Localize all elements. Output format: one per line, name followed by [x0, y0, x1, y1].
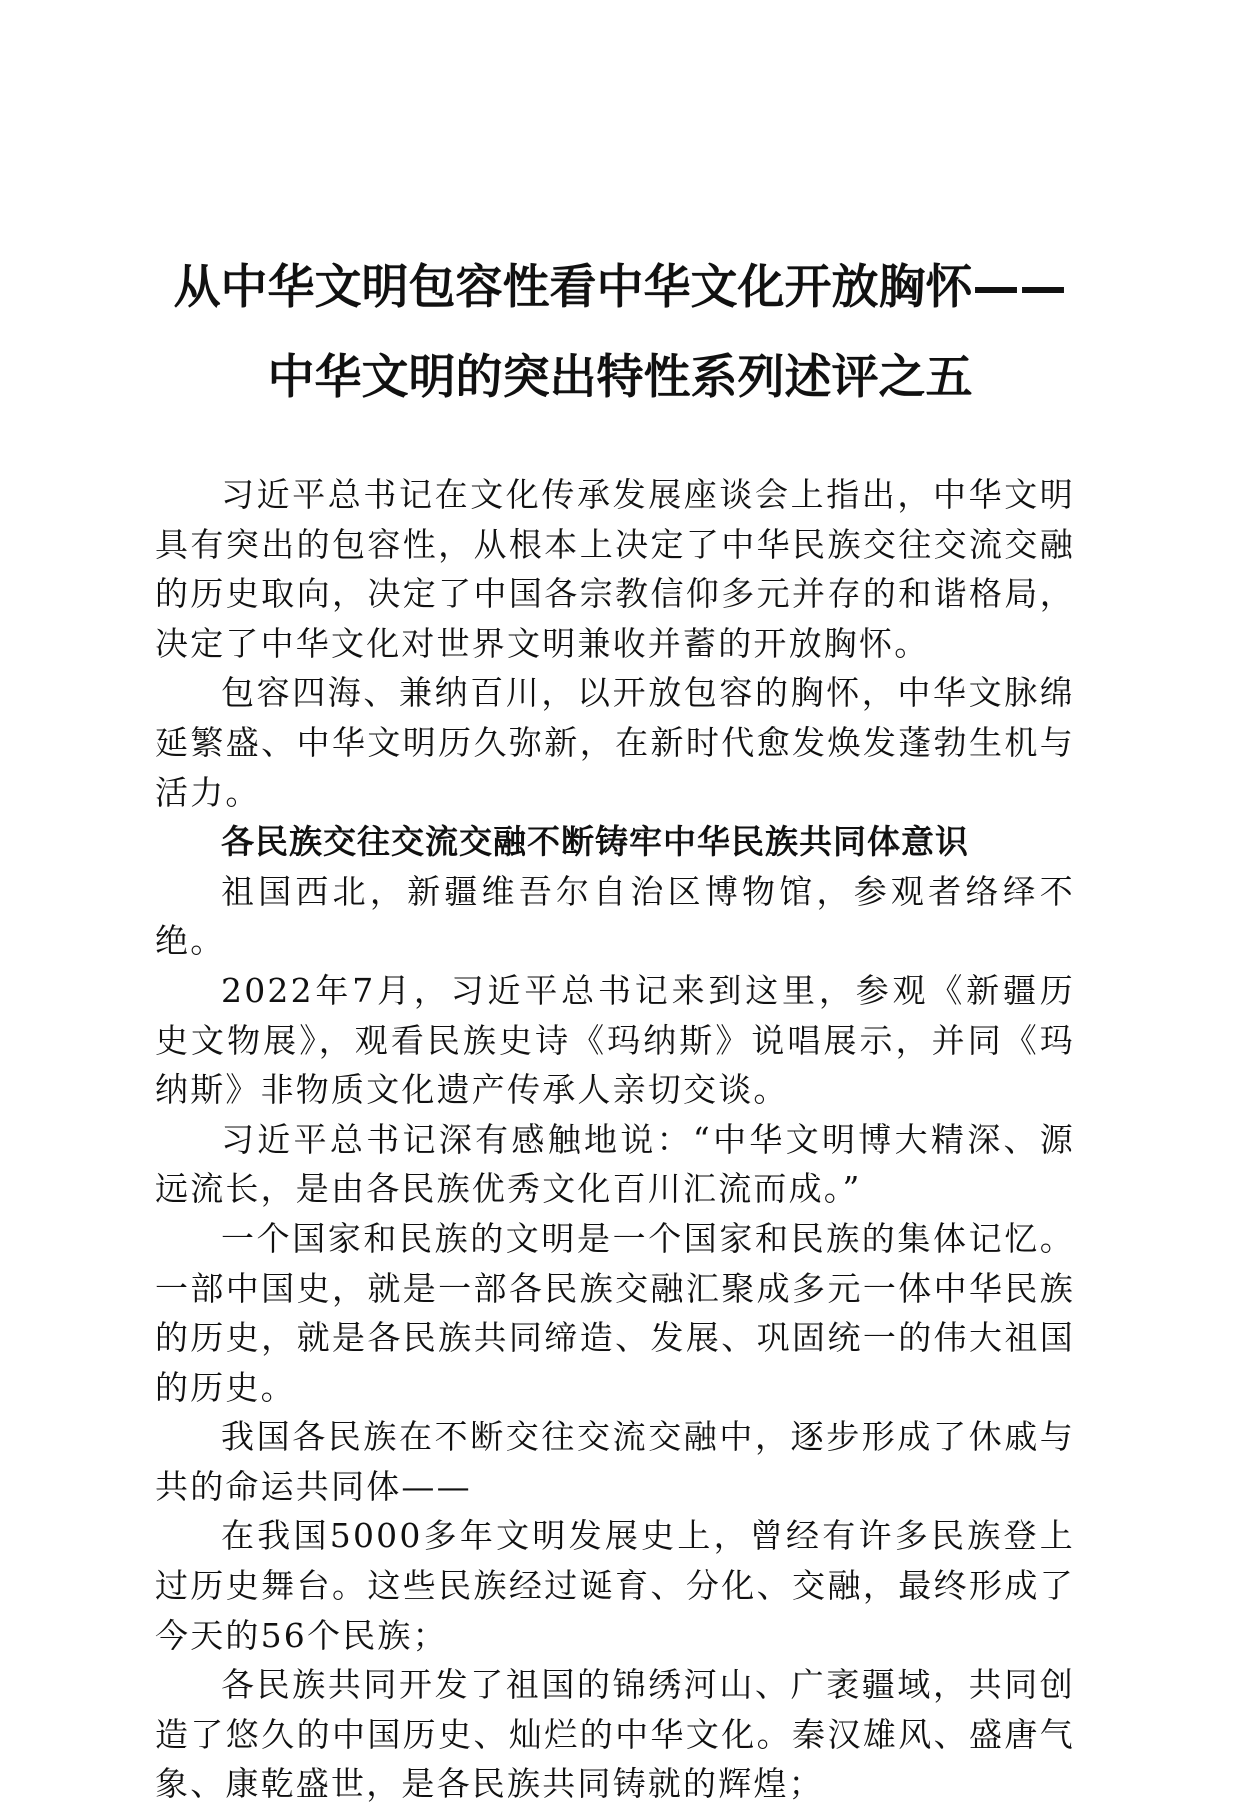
paragraph: 2022年7月，习近平总书记来到这里，参观《新疆历史文物展》，观看民族史诗《玛纳斯》说唱展示，并同《玛纳斯》非物质文化遗产传承人亲切交谈。 [155, 970, 1075, 1110]
paragraph: 在我国5000多年文明发展史上，曾经有许多民族登上过历史舞台。这些民族经过诞育、分化、交融，最终形成了今天的56个民族； [155, 1516, 1075, 1655]
paragraph: 包容四海、兼纳百川，以开放包容的胸怀，中华文脉绵延繁盛、中华文明历久弥新，在新时代愈发焕发蓬勃生机与活力。 [155, 673, 1075, 812]
document-body [155, 470, 1075, 1809]
paragraph: 习近平总书记深有感触地说：“中华文明博大精深、源远流长，是由各民族优秀文化百川汇流而成。” [155, 1119, 1075, 1209]
document-title-line-1: 从中华文明包容性看中华文化开放胸怀—— [173, 260, 1067, 315]
document-title-line-2: 中华文明的突出特性系列述评之五 [267, 350, 973, 405]
paragraph: 祖国西北，新疆维吾尔自治区博物馆，参观者络绎不绝。 [155, 871, 1075, 961]
paragraph: 一个国家和民族的文明是一个国家和民族的集体记忆。一部中国史，就是一部各民族交融汇聚成多元一体中华民族的历史，就是各民族共同缔造、发展、巩固统一的伟大祖国的历史。 [155, 1218, 1075, 1407]
section-heading: 各民族交往交流交融不断铸牢中华民族共同体意识 [221, 822, 969, 862]
paragraph: 我国各民族在不断交往交流交融中，逐步形成了休戚与共的命运共同体—— [155, 1417, 1075, 1506]
paragraph: 习近平总书记在文化传承发展座谈会上指出，中华文明具有突出的包容性，从根本上决定了中华民族交往交流交融的历史取向，决定了中国各宗教信仰多元并存的和谐格局，决定了中华文化对世界文明兼收并蓄的开放胸怀。 [155, 475, 1075, 663]
paragraph: 各民族共同开发了祖国的锦绣河山、广袤疆域，共同创造了悠久的中国历史、灿烂的中华文化。秦汉雄风、盛唐气象、康乾盛世，是各民族共同铸就的辉煌； [155, 1665, 1075, 1804]
